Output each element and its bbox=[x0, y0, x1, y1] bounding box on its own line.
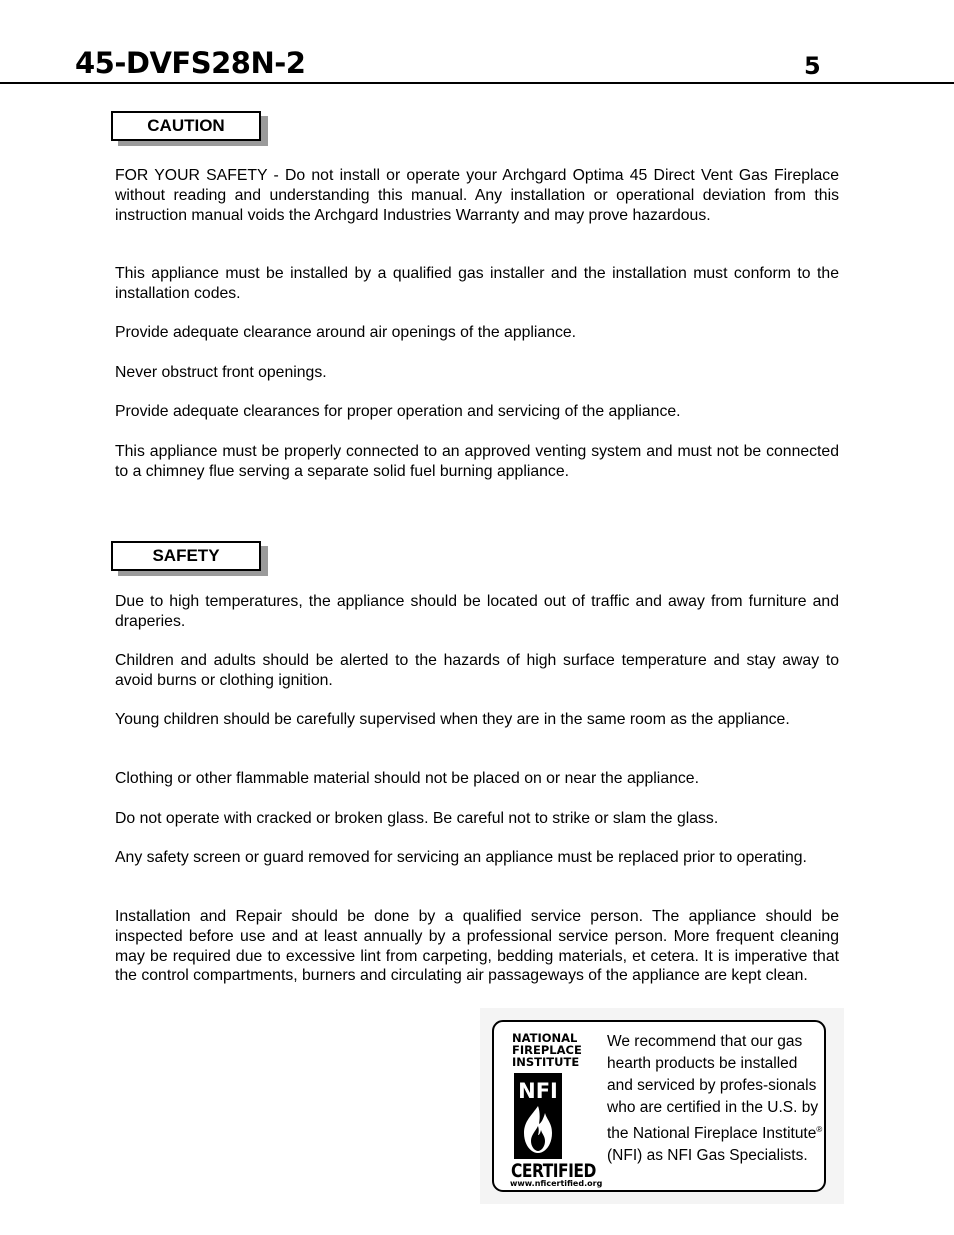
safety-paragraph: Any safety screen or guard removed for servicing an appliance must be replaced prior to operating. bbox=[115, 849, 807, 866]
caution-paragraph: This appliance must be properly connected to an approved venting system and must not be connected to a chimney flue serving a separate solid fuel burning appliance. bbox=[115, 443, 839, 480]
nfi-text-after: (NFI) as NFI Gas Specialists. bbox=[607, 1147, 808, 1164]
page-number: 5 bbox=[804, 52, 821, 80]
safety-paragraph: Young children should be carefully supervised when they are in the same room as the appliance. bbox=[115, 711, 790, 728]
caution-paragraph: Never obstruct front openings. bbox=[115, 364, 327, 381]
nfi-certification-panel bbox=[480, 1008, 844, 1204]
caution-heading: CAUTION bbox=[111, 111, 261, 141]
safety-paragraph: Due to high temperatures, the appliance should be located out of traffic and away from furniture and draperies. bbox=[115, 593, 839, 630]
caution-paragraph: Provide adequate clearances for proper operation and servicing of the appliance. bbox=[115, 403, 681, 420]
nfi-certified-label: CERTIFIED bbox=[511, 1160, 596, 1182]
nfi-url: www.nficertified.org bbox=[510, 1179, 603, 1188]
safety-paragraph: Clothing or other flammable material should not be placed on or near the appliance. bbox=[115, 770, 699, 787]
caution-paragraph: FOR YOUR SAFETY - Do not install or operate your Archgard Optima 45 Direct Vent Gas Fireplace without reading and understanding this manual. Any installation or operational deviation from this instruction manual voids the Archgard Industries Warranty and may prove hazardous. bbox=[115, 167, 839, 224]
nfi-logo-letters: NFI bbox=[518, 1079, 558, 1103]
caution-paragraph: Provide adequate clearance around air openings of the appliance. bbox=[115, 324, 577, 341]
nfi-text-before: We recommend that our gas hearth products be installed and serviced by profes-sionals who are certified in the U.S. by the National Fireplace Institute bbox=[607, 1033, 819, 1142]
safety-heading: SAFETY bbox=[111, 541, 261, 571]
nfi-flame-logo-icon bbox=[514, 1073, 562, 1159]
safety-heading-box bbox=[111, 541, 261, 571]
nfi-organization-name: NATIONAL FIREPLACE INSTITUTE bbox=[512, 1031, 582, 1069]
registered-mark: ® bbox=[816, 1125, 823, 1134]
safety-paragraph: Installation and Repair should be done by a qualified service person. The appliance should be inspected before use and at least annually by a professional service person. More frequent cleaning may be required due to excessive lint from carpeting, bedding materials, et cetera. It is imperative that the control compartments, burners and circulating air passageways of the appliance are kept clean. bbox=[115, 908, 839, 985]
safety-paragraph: Children and adults should be alerted to the hazards of high surface temperature and stay away to avoid burns or clothing ignition. bbox=[115, 652, 839, 689]
safety-paragraph: Do not operate with cracked or broken glass. Be careful not to strike or slam the glass. bbox=[115, 810, 719, 827]
document-code: 45-DVFS28N-2 bbox=[75, 46, 306, 80]
caution-heading-box bbox=[111, 111, 261, 141]
caution-paragraph: This appliance must be installed by a qualified gas installer and the installation must conform to the installation codes. bbox=[115, 265, 839, 302]
nfi-card bbox=[492, 1020, 826, 1192]
nfi-recommendation-text bbox=[607, 1031, 823, 1167]
header-rule bbox=[0, 82, 954, 84]
page-header bbox=[0, 0, 954, 86]
